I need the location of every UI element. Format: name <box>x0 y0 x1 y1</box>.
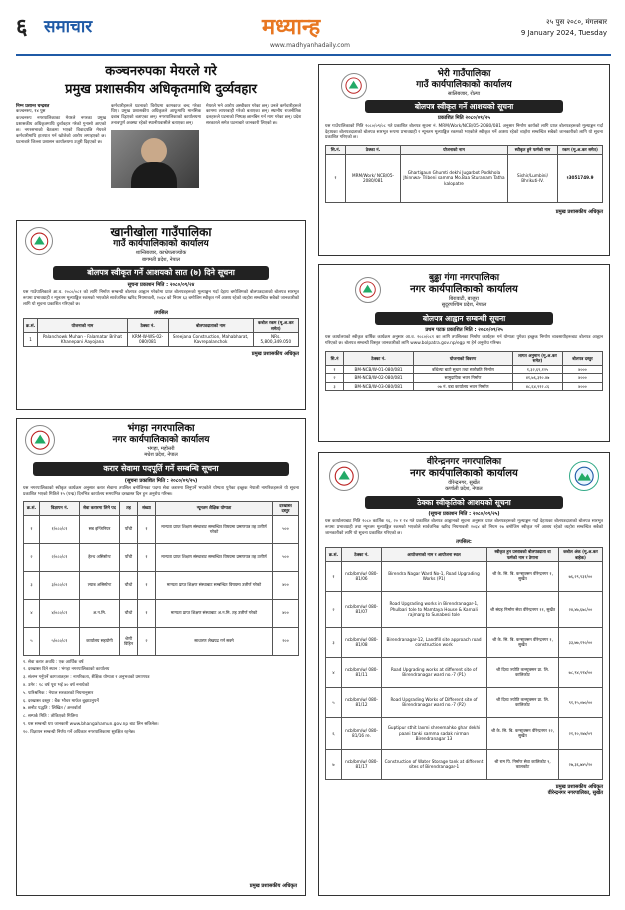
cell: २ <box>326 374 344 382</box>
table-row <box>24 571 299 599</box>
cell: मान्यता प्राप्त शिक्षण संस्थाबाट अ.न.मि. तह उत्तीर्ण गरेको <box>156 599 273 627</box>
municipality-logo-icon <box>569 461 599 491</box>
cell: NRs. 5,800,349.050 <box>253 332 298 346</box>
col-header: योजनाको नाम <box>38 319 127 333</box>
col-header: आयोजनाको नाम र आयोजना स्थल <box>382 548 487 562</box>
publish-date: सूचना प्रकाशन मिति : २०८०/०९/२४ <box>127 282 195 289</box>
headline-line1: कञ्चनरुपका मेयरले गरे <box>105 64 217 79</box>
note-item: ४. उमेर : १८ वर्ष पूरा भई ४० वर्ष ननाघेको <box>23 682 89 688</box>
note-item: २. दरखास्त दिने स्थान : भंगहा नगरपालिकाको कार्यालय <box>23 667 110 673</box>
note-item: ९. यस सम्बन्धी थप जानकारी www.bhangahamun.gov.np बाट लिन सकिनेछ। <box>23 721 159 727</box>
cell: MRM/Work/ NCB/05-2080/081 <box>346 154 401 202</box>
cell: ५/०८०/८१ <box>40 627 80 655</box>
cell: सब इन्जिनियर <box>80 515 120 543</box>
col-header: कबोल अंक (मू.अ.कर बाहेक) <box>559 548 603 562</box>
cell: श्री दिव्य ज्योति कन्स्ट्रक्सन प्रा. लि. कालिकोट <box>487 657 559 687</box>
cell: Ghartigaun Ghumti dekhi Jugarbot Podkhola Jhinnwa- Tribeni samma Mo.Baa Sturanam Tatha kalopatre <box>401 154 508 202</box>
award-table <box>23 318 299 347</box>
nepal-emblem-icon <box>355 277 381 303</box>
col-header: योजनाको नाम <box>401 146 508 154</box>
col-header: तह <box>120 501 138 515</box>
cell: सामुदायिक भवन निर्माण <box>414 374 513 382</box>
table-row <box>24 599 299 627</box>
col-header: संख्या <box>138 501 156 515</box>
cell: ४८,६४,९१२.८६ <box>513 382 563 390</box>
cell: ६ <box>326 717 342 749</box>
office-name: गाउँ कार्यपालिकाको कार्यालय <box>113 239 209 250</box>
nepal-emblem-icon <box>329 461 359 491</box>
col-header: रकम (मू.अ.कर समेत) <box>558 146 603 154</box>
cell: ४०० <box>273 571 299 599</box>
col-header: कबोल रकम (मू.अ.कर समेत) <box>253 319 298 333</box>
cell: Sishir/Lumbini/ Bhrikuti-IV. <box>508 154 558 202</box>
cell: ७ <box>326 749 342 779</box>
header-divider <box>16 54 611 56</box>
col-header: सि.नं <box>326 352 344 366</box>
cell: Road Upgrading works at different site of Birendranagar ward no.-7 (P1) <box>382 657 487 687</box>
col-header: स्वीकृत हुने फर्मको नाम <box>508 146 558 154</box>
cell: ४००० <box>563 382 603 390</box>
cell: मान्यता प्राप्त शिक्षण संस्थाबाट सम्बन्धित विषयमा प्रमाणपत्र तह उत्तीर्ण गरेको <box>156 515 273 543</box>
table-row <box>326 365 603 373</box>
cell: चौथो <box>120 571 138 599</box>
col-header: स्वीकृत हुन प्रस्तावको बोलपत्रदाता वा फर्मको नाम र ठेगाना <box>487 548 559 562</box>
notice-body: यस गाउँपालिकाले आ.व. २०८०/०८१ को लागि निर्माण सम्बन्धी बोलपत्र आह्वान गरेकोमा प्राप्त बोलपत्रहरूको मूल्याङ्कन गर्दा देहाय बमोजिमको बोलपत्रदाताको बोलपत्र सारभूत रूपमा प्रभावग्राही र न्यूनतम मूल्याङ्कित रकमको भएकोले सार्वजनिक खरिद नियमावली, २०६४ को नियम ६३ बमोजिम स्वीकृत गर्ने आशय रहेको व्यहोरा सम्बन्धित सबैको जानकारीको लागि यो सूचना प्रकाशित गरिएको छ। <box>23 290 299 308</box>
cell: ncb/bm/w/ 080-81/16 re. <box>342 717 382 749</box>
award-table <box>325 547 603 780</box>
col-header: क्र.सं. <box>326 548 342 562</box>
cell: श्री के. सि. बि. कन्स्ट्रक्सन वीरेन्द्रनगर १, सुर्खेत <box>487 627 559 657</box>
office-name: नगर कार्यपालिकाको कार्यालय <box>112 435 210 445</box>
col-header: ठेक्का नं. <box>344 352 414 366</box>
col-header: बोलपत्रदाताको नाम <box>168 319 253 333</box>
cell: १3051749.9 <box>558 154 603 202</box>
page-number: ६ <box>16 15 28 40</box>
cell: मान्यता प्राप्त शिक्षण संस्थाबाट सम्बन्धित विषयमा उत्तीर्ण गरेको <box>156 571 273 599</box>
cell: ४००० <box>563 374 603 382</box>
notice-khanikhola <box>16 220 306 410</box>
cell: Palanchowk Muhan - Falamatar Brihat Khanepani Aayojana <box>38 332 127 346</box>
cell: ल्याब असिस्टेन्ट <box>80 571 120 599</box>
table-row <box>24 515 299 543</box>
publish-date: प्रथम पटक प्रकाशित मिति : २०८०/०९/२५ <box>425 327 503 334</box>
newspaper-logo[interactable]: मध्यान्ह <box>262 14 321 40</box>
table-row <box>326 561 603 591</box>
office-name: नगर कार्यपालिकाको कार्यालय <box>410 283 518 295</box>
cell: १ <box>138 599 156 627</box>
notice-banner: बोलपत्र आह्वान सम्बन्धी सूचना <box>375 312 553 325</box>
notice-banner: ठेक्का स्वीकृतिको आशयको सूचना <box>365 496 563 509</box>
cell: २०० <box>273 627 299 655</box>
office-name: नगर कार्यपालिकाको कार्यालय <box>410 467 518 479</box>
dateline: कञ्चनरुप, १४ पुस <box>16 109 46 115</box>
notice-birendranagar <box>318 452 610 896</box>
cell: ४०० <box>273 599 299 627</box>
cell: ncb/bm/w/ 080-81/11 <box>342 657 382 687</box>
headline-line2: प्रमुख प्रशासकीय अधिकृतमाथि दुर्व्यवहार <box>65 82 257 98</box>
note-item: ६. दरखास्त दस्तुर : बैंक भौचर मार्फत बुझाउनुपर्ने <box>23 698 99 704</box>
cell: मान्यता प्राप्त शिक्षण संस्थाबाट सम्बन्धित विषयमा प्रमाणपत्र तह उत्तीर्ण <box>156 543 273 571</box>
cell: ४१,७६,३१०.४७ <box>513 374 563 382</box>
nepal-emblem-icon <box>25 227 53 255</box>
news-article <box>16 64 306 214</box>
col-header: ठेक्का नं. <box>346 146 401 154</box>
col-header: लागत अनुमान (मू.अ.कर समेत) <box>513 352 563 366</box>
cell: ncb/bm/w/ 080-81/17 <box>342 749 382 779</box>
table-row <box>326 657 603 687</box>
cell: श्री के. सि. बि. कन्स्ट्रक्सन वीरेन्द्रनगर १, सुर्खेत <box>487 561 559 591</box>
cell: Birendra Nagar Ward No-1, Road Upgrading Works (P1) <box>382 561 487 591</box>
cell: ४ <box>326 657 342 687</box>
publish-date: (सूचना प्रकाशित मिति : २०८०/०९/२५) <box>124 477 198 484</box>
col-header: सि.नं. <box>326 146 346 154</box>
cell: ४/०८०/८१ <box>40 599 80 627</box>
cell: २ <box>24 543 40 571</box>
address-line1: बिरावाटी, बाजुरा <box>449 295 479 302</box>
cell: पाँचौ <box>120 515 138 543</box>
cell: १ <box>138 543 156 571</box>
address-line2: सुदूरपश्चिम प्रदेश, नेपाल <box>441 302 487 309</box>
cell: ३ <box>326 627 342 657</box>
cell: ३३,७७,१९०/०० <box>559 627 603 657</box>
cell: Road Upgrading works in Birendranagar-1, Phulbari tole to Mamtaya House & Karnali rajmarg to Sunabesi tole <box>382 591 487 627</box>
notice-bhangha <box>16 418 306 896</box>
signatory: प्रमुख प्रशासकीय अधिकृत <box>555 208 603 215</box>
table-row <box>24 332 299 346</box>
cell: १ <box>138 571 156 599</box>
cell: १ <box>138 515 156 543</box>
cell: ncb/bm/w/ 080-81/12 <box>342 687 382 717</box>
cell: Construction of Water Storage tank at different sites of Birendranagar-1 <box>382 749 487 779</box>
cell: २ <box>326 591 342 627</box>
vacancy-table <box>23 501 299 656</box>
cell: ncb/bm/w/ 080-81/08 <box>342 627 382 657</box>
cell: पाँचौ <box>120 543 138 571</box>
nepal-emblem-icon <box>25 425 55 455</box>
cell: Guptipur sthit laxmi shreemahko ghar dekhi paani tanki samma sadak nirman Birendranagar 13 <box>382 717 487 749</box>
signatory-office: वीरेन्द्रनगर नगरपालिका, सुर्खेत <box>547 790 603 797</box>
org-name: भंगहा नगरपालिका <box>127 423 195 434</box>
col-header: क्र.सं. <box>24 319 38 333</box>
notice-banner: बोलपत्र स्वीकृत गर्ने आशयको सात (७) दिने सूचना <box>53 266 269 280</box>
table-row <box>24 543 299 571</box>
table-row <box>326 374 603 382</box>
table-row <box>24 627 299 655</box>
address-line2: बागमती प्रदेश, नेपाल <box>141 256 181 263</box>
notice-body: यस गाउँपालिकाको मिति २०८०/०९/०८ गते प्रकाशित बोलपत्र सूचना नं. MRM/Work/NCB/05-2080/081 अनुसार निर्माण कार्यको लागि प्राप्त बोलपत्रहरूको मूल्याङ्कन गर्दा देहायका बोलपत्रदाताको बोलपत्र सारभूत रूपमा प्रभावग्राही र न्यूनतम मूल्याङ्कित रकमको भएकोले स्वीकृत गर्ने आशय रहेको व्यहोरा सम्बन्धित सबैको जानकारीको लागि यो सूचना प्रकाशित गरिएको छ। <box>325 123 603 141</box>
col-header: न्यूनतम शैक्षिक योग्यता <box>156 501 273 515</box>
website-link[interactable]: www.madhyanhadaily.com <box>270 42 350 49</box>
col-header: क्र.सं. <box>24 501 40 515</box>
note-item: ५. पारिश्रमिक : नेपाल सरकारको नियमानुसार <box>23 690 94 696</box>
table-row <box>326 687 603 717</box>
cell: Road Upgrading Works of Different site of Birendranagar ward no.-7 (P2) <box>382 687 487 717</box>
section-title: समाचार <box>44 17 93 37</box>
table-row <box>326 749 603 779</box>
note-item: १०. विज्ञापन सम्बन्धी निर्णय गर्ने अधिकार नगरपालिकामा सुरक्षित रहनेछ। <box>23 729 136 735</box>
cell: 1 <box>24 332 38 346</box>
article-column-2: कर्मचारीहरूले घटनाको विरोधमा कामकाज बन्द गरेका थिए। प्रमुख प्रशासकीय अधिकृतले आफूमाथि मानसिक दबाब दिइएको बताएका छन्। नगरपालिकाको कार्यालयमा तनावपूर्ण अवस्था रहेको स्थानीयवासीले बताएका छन्। <box>111 103 201 126</box>
cell: ५०० <box>273 515 299 543</box>
col-header: ठेक्का नं. <box>127 319 168 333</box>
cell: श्री के. सि. बि. कन्स्ट्रक्सन वीरेन्द्रनगर १२, सुर्खेत <box>487 717 559 749</box>
cell: ५ <box>326 687 342 717</box>
article-column-3: मेयरले भने आरोप अस्वीकार गरेका छन्। उनले कर्मचारीहरूले काममा लापरबाही गरेको बताएका छन्। स्थानीय राजनीतिक दलहरूले घटनाको निष्पक्ष छानबिन गर्न माग गरेका छन्। प्रदेश सरकारले समेत घटनाबारे जानकारी लिएको छ। <box>206 103 301 126</box>
table-row <box>326 717 603 749</box>
cell: ५ <box>24 627 40 655</box>
cell: श्री संग्रह निर्माण सेवा वीरेन्द्रनगर ११, सुर्खेत <box>487 591 559 627</box>
notice-budhiganga <box>318 264 610 442</box>
table-row <box>326 154 603 202</box>
byline: निम्न प्रशान्त चन्द्रबत <box>16 103 50 109</box>
signatory: प्रमुख प्रशासकीय अधिकृत <box>251 350 299 357</box>
address-line1: शान्तिबजार, काभ्रेपलाञ्चोक <box>135 250 187 257</box>
cell: ७६,२९,९३१/०० <box>559 561 603 591</box>
cell: श्रेणी विहिन <box>120 627 138 655</box>
note-item: १. सेवा करार अवधि : एक आर्थिक वर्ष <box>23 659 84 665</box>
cell: १,३२,६९,१२५ <box>513 365 563 373</box>
note-item: ३. संलग्न गर्नुपर्ने कागजातहरू : नागरिकता, शैक्षिक योग्यता र अनुभवको प्रमाणपत्र <box>23 675 150 681</box>
cell: ncb/bm/w/ 080-81/06 <box>342 561 382 591</box>
org-name: भेरी गाउँपालिका <box>437 69 491 79</box>
article-photo <box>111 130 199 188</box>
cell: अ.न.मि. <box>80 599 120 627</box>
col-header: ठेक्का नं. <box>342 548 382 562</box>
cell: चौथो <box>120 599 138 627</box>
table-label: तपसिल: <box>456 538 472 545</box>
cell: साधारण लेखपढ गर्न सक्ने <box>156 627 273 655</box>
publish-date: प्रकाशित मिति २०८०/०९/२५ <box>438 115 490 122</box>
notice-banner: बोलपत्र स्वीकृत गर्ने आशयको सूचना <box>365 100 563 113</box>
cell: ncb/bm/w/ 080-81/07 <box>342 591 382 627</box>
col-header: विज्ञापन नं. <box>40 501 80 515</box>
cell: ७८,९४,९९४/०० <box>559 657 603 687</box>
cell: १ <box>326 561 342 591</box>
cell: BM-NCB/W-03-080/081 <box>344 382 414 390</box>
address-line2: कर्णाली प्रदेश, नेपाल <box>445 486 483 493</box>
org-name: वीरेन्द्रनगर नगरपालिका <box>426 457 502 467</box>
tender-table <box>325 351 603 391</box>
date-nepali: २५ पुस २०८०, मंगलबार <box>546 18 607 26</box>
office-name: गाउँ कार्यपालिकाको कार्यालय <box>416 79 512 90</box>
cell: ०७ नं. वडा कार्यालय भवन निर्माण <box>414 382 513 390</box>
col-header: बोलपत्र दस्तुर <box>563 352 603 366</box>
cell: ५०० <box>273 543 299 571</box>
cell: २/०८०/८१ <box>40 543 80 571</box>
address: सालिबजार, रोल्पा <box>447 90 481 97</box>
org-name: खानीखोला गाउँपालिका <box>110 225 212 239</box>
table-row <box>326 382 603 390</box>
cell: ४ <box>24 599 40 627</box>
address-line1: भंगहा, महोत्तरी <box>147 445 175 452</box>
cell: २४,४७,६७८/०० <box>559 591 603 627</box>
cell: BM-NCB/W-02-080/081 <box>344 374 414 382</box>
table-label: तपसिल <box>154 309 168 316</box>
notice-body: यस कार्यालयबाट मिति २०८० कार्तिक १६, २० र २४ गते प्रकाशित बोलपत्र आह्वानको सूचना अनुसार प्राप्त बोलपत्रहरूको मूल्याङ्कन गर्दा देहायका बोलपत्रदाताको बोलपत्र सारभूत रूपमा प्रभावग्राही तथा न्यूनतम मूल्याङ्कित रकमको भएकोले सार्वजनिक खरिद नियमावली २०६४ को नियम २७ बमोजिम स्वीकृत गर्ने आशय रहेको व्यहोरा सम्बन्धित सबैको जानकारीको लागि यो सूचना प्रकाशित गरिएको छ। <box>325 519 603 537</box>
signatory: प्रमुख प्रशासकीय अधिकृत <box>249 882 297 889</box>
org-name: बुढ्ढा गंगा नगरपालिका <box>428 273 500 283</box>
date-english: 9 January 2024, Tuesday <box>520 29 607 37</box>
cell: श्री राम पि. निर्माण सेवा कालिकोट ९, कालकोट <box>487 749 559 779</box>
notice-body: यस नगरपालिकाको स्वीकृत कार्यक्रम अनुसार करार सेवामा तपसिल बमोजिमका पदमा सेवा करारमा लिनुपर्ने भएकोले योग्यता पुगेका इच्छुक नेपाली नागरिकहरूले यो सूचना प्रकाशित भएको मितिले १५ (पन्ध्र) दिनभित्र कार्यालय समयभित्र दरखास्त दिन हुन अनुरोध गरिन्छ। <box>23 486 299 497</box>
cell: १/०८०/८१ <box>40 515 80 543</box>
cell: २१,१०,२७४/०९ <box>559 717 603 749</box>
award-table <box>325 145 603 202</box>
cell: ३ <box>24 571 40 599</box>
notice-banner: करार सेवामा पदपूर्ति गर्ने सम्बन्धि सूचना <box>33 462 289 476</box>
page-header <box>0 0 625 62</box>
publish-date: (सूचना प्रकाशन मिति : २०८०/०९/२५) <box>428 511 500 518</box>
notice-body: यस कार्यालयको स्वीकृत वार्षिक कार्यक्रम अनुसार आ.व. २०८०/०८१ का लागि तपसिलका निर्माण कार्यहरू गर्न योग्यता पुगेका इच्छुक निर्माण व्यवसायीहरूबाट बोलपत्र आह्वान गरिएको छ। बोलपत्र सम्बन्धी विस्तृत जानकारीको लागि www.bolpatra.gov.np/egp मा हेर्न अनुरोध गरिन्छ। <box>325 335 603 347</box>
nepal-emblem-icon <box>341 73 367 99</box>
table-row <box>326 627 603 657</box>
cell: १ <box>24 515 40 543</box>
notice-bheri <box>318 64 610 256</box>
address-line1: वीरेन्द्रनगर, सुर्खेत <box>448 479 480 486</box>
cell: १ <box>326 365 344 373</box>
cell: श्री दिव्य ज्योति कन्स्ट्रक्सन प्रा. लि. कालिकोट <box>487 687 559 717</box>
cell: बाँधेल्पा बाटो सुधार तथा स्तरोन्नति निर्माण <box>414 365 513 373</box>
cell: Birendranagar-12, Landfill site approach road construction work <box>382 627 487 657</box>
note-item: ७. छनौट पद्धति : लिखित / अन्तर्वार्ता <box>23 706 82 712</box>
note-item: ८. सम्पर्क मिति : तोकिएको मितिमा <box>23 714 78 720</box>
cell: KRM-W-WS-02-080/081 <box>127 332 168 346</box>
address-line2: मधेश प्रदेश, नेपाल <box>144 452 178 459</box>
article-column-1: कञ्चनरुप नगरपालिकाका मेयरले नगरका प्रमुख प्रशासकीय अधिकृतमाथि दुर्व्यवहार गरेको गुनासो आएको छ। नगरसभाको बैठकमा भएको विवादपछि मेयरले कर्मचारीमाथि हातपात गर्न खोजेको आरोप लगाइएको छ। घटनाबारे जिल्ला प्रशासन कार्यालयमा उजुरी दिइएको छ। <box>16 116 106 145</box>
cell: ४००० <box>563 365 603 373</box>
cell: २७,३६,७४५/२० <box>559 749 603 779</box>
cell: BM-NCB/W-01-080/081 <box>344 365 414 373</box>
col-header: योजनाको विवरण <box>414 352 513 366</box>
cell: ३ <box>326 382 344 390</box>
cell: १ <box>326 154 346 202</box>
table-row <box>326 591 603 627</box>
signatory: प्रमुख प्रशासकीय अधिकृत <box>555 783 603 790</box>
cell: ३/०८०/८१ <box>40 571 80 599</box>
col-header: दरखास्त दस्तुर <box>273 501 299 515</box>
cell: Sreejana Construction, Mahabharat, Kavrepalanchok <box>168 332 253 346</box>
col-header: सेवा करारमा लिने पद <box>80 501 120 515</box>
cell: हेल्थ असिस्टेन्ट <box>80 543 120 571</box>
cell: २ <box>138 627 156 655</box>
cell: ९१,१५,०७०/०० <box>559 687 603 717</box>
cell: कार्यालय सहयोगी <box>80 627 120 655</box>
notes-list <box>23 660 299 736</box>
